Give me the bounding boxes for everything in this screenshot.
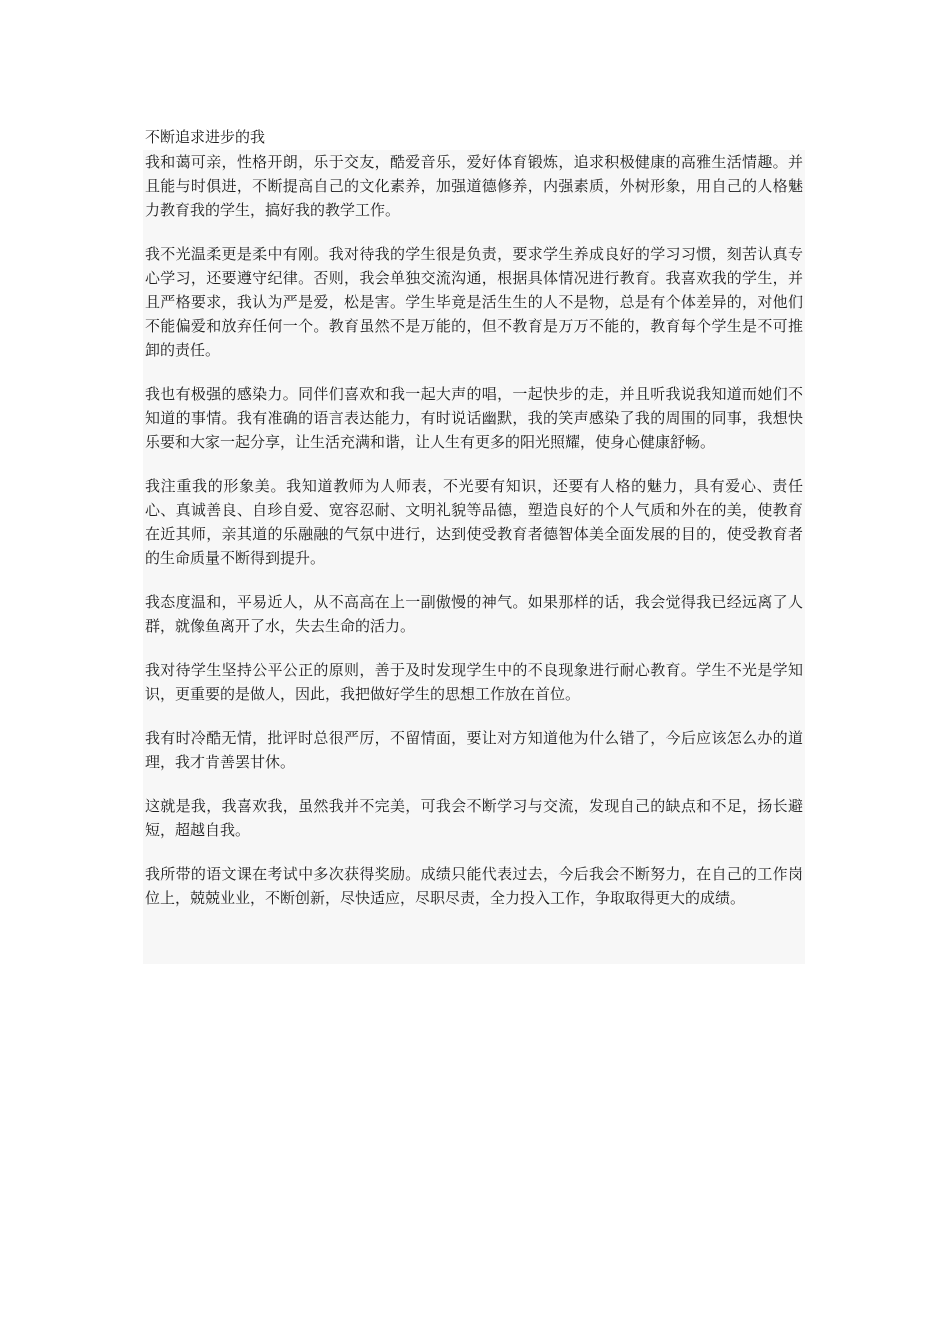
- paragraph: 我也有极强的感染力。同伴们喜欢和我一起大声的唱，一起快步的走，并且听我说我知道而她们不知道的事情。我有准确的语言表达能力，有时说话幽默，我的笑声感染了我的周围的同事，我想快乐要和大家一起分享，让生活充满和谐，让人生有更多的阳光照耀，使身心健康舒畅。: [145, 385, 803, 451]
- paragraph: 我和蔼可亲，性格开朗，乐于交友，酷爱音乐，爱好体育锻炼，追求积极健康的高雅生活情趣。并且能与时俱进，不断提高自己的文化素养，加强道德修养，内强素质，外树形象，用自己的人格魅力教育我的学生，搞好我的教学工作。: [145, 153, 803, 219]
- document-title: 不断追求进步的我: [145, 128, 266, 146]
- paragraph: 这就是我，我喜欢我，虽然我并不完美，可我会不断学习与交流，发现自己的缺点和不足，扬长避短，超越自我。: [145, 797, 803, 839]
- document-body: [143, 150, 805, 964]
- paragraph: 我不光温柔更是柔中有刚。我对待我的学生很是负责，要求学生养成良好的学习习惯，刻苦认真专心学习，还要遵守纪律。否则，我会单独交流沟通，根据具体情况进行教育。我喜欢我的学生，并且严格要求，我认为严是爱，松是害。学生毕竟是活生生的人不是物，总是有个体差异的，对他们不能偏爱和放弃任何一个。教育虽然不是万能的，但不教育是万万不能的，教育每个学生是不可推卸的责任。: [145, 245, 803, 359]
- paragraph: 我态度温和，平易近人，从不高高在上一副傲慢的神气。如果那样的话，我会觉得我已经远离了人群，就像鱼离开了水，失去生命的活力。: [145, 593, 803, 635]
- paragraph: 我所带的语文课在考试中多次获得奖励。成绩只能代表过去，今后我会不断努力，在自己的工作岗位上，兢兢业业，不断创新，尽快适应，尽职尽责，全力投入工作，争取取得更大的成绩。: [145, 865, 803, 907]
- paragraph: 我对待学生坚持公平公正的原则，善于及时发现学生中的不良现象进行耐心教育。学生不光是学知识，更重要的是做人，因此，我把做好学生的思想工作放在首位。: [145, 661, 803, 703]
- paragraph: 我有时冷酷无情，批评时总很严厉，不留情面，要让对方知道他为什么错了，今后应该怎么办的道理，我才肯善罢甘休。: [145, 729, 803, 771]
- paragraph: 我注重我的形象美。我知道教师为人师表，不光要有知识，还要有人格的魅力，具有爱心、责任心、真诚善良、自珍自爱、宽容忍耐、文明礼貌等品德，塑造良好的个人气质和外在的美，使教育在近其师，亲其道的乐融融的气氛中进行，达到使受教育者德智体美全面发展的目的，使受教育者的生命质量不断得到提升。: [145, 477, 803, 567]
